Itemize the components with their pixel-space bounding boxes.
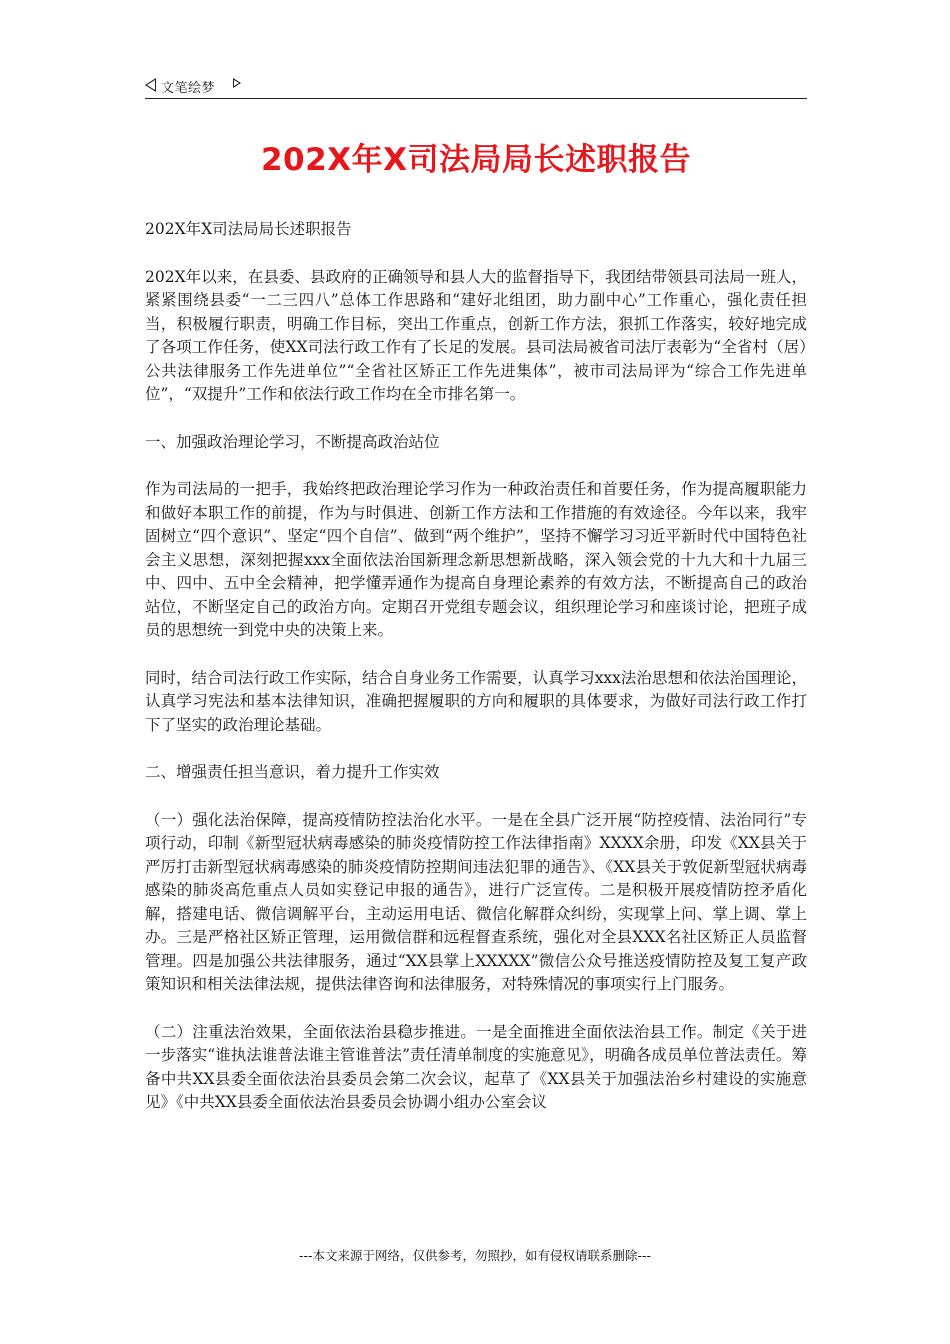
body-paragraph: 同时，结合司法行政工作实际，结合自身业务工作需要，认真学习xxx法治思想和依法治国理论，认真学习宪法和基本法律知识，准确把握履职的方向和履职的具体要求，为做好司法行政工作打下了坚实的政治理论基础。 — [145, 668, 807, 734]
triangle-right-icon — [233, 78, 241, 88]
triangle-left-icon — [145, 78, 156, 92]
header-brand: 文笔绘梦 — [161, 81, 216, 96]
body-paragraph: 作为司法局的一把手，我始终把政治理论学习作为一种政治责任和首要任务，作为提高履职能力和做好本职工作的前提，作为与时俱进、创新工作方法和工作措施的有效途径。今年以来，我牢固树立“四个意识”、坚定“四个自信”、做到“两个维护”，坚持不懈学习习近平新时代中国特色社会主义思想，深刻把握xxx全面依法治国新理念新思想新战略，深入领会党的十九大和十九届三中、四中、五中全会精神，把学懂弄通作为提高自身理论素养的有效方法，不断提高自己的政治站位，不断坚定自己的政治方向。定期召开党组专题会议，组织理论学习和座谈讨论，把班子成员的思想统一到党中央的决策上来。 — [145, 480, 807, 639]
section-heading-1: 一、加强政治理论学习，不断提高政治站位 — [145, 432, 440, 451]
page-header — [145, 76, 807, 99]
document-title: 202X年X司法局局长述职报告 — [260, 142, 691, 178]
section-heading-2: 二、增强责任担当意识，着力提升工作实效 — [145, 763, 440, 781]
copyright-notice: ---本文来源于网络，仅供参考，勿照抄，如有侵权请联系删除--- — [298, 1248, 652, 1263]
body-paragraph: （二）注重法治效果，全面依法治县稳步推进。一是全面推进全面依法治县工作。制定《关于进一步落实“谁执法谁普法谁主管谁普法”责任清单制度的实施意见》，明确各成员单位普法责任。筹备中共XX县委全面依法治县委员会第二次会议，起草了《XX县关于加强法治乡村建设的实施意见》《中共XX县委全面依法治县委员会协调小组办公室会议 — [145, 1022, 807, 1111]
body-paragraph: （一）强化法治保障，提高疫情防控法治化水平。一是在全县广泛开展“防控疫情、法治同行”专项行动，印制《新型冠状病毒感染的肺炎疫情防控工作法律指南》XXXX余册，印发《XX县关于严厉打击新型冠状病毒感染的肺炎疫情防控期间违法犯罪的通告》、《XX县关于敦促新型冠状病毒感染的肺炎高危重点人员如实登记申报的通告》，进行广泛宣传。二是积极开展疫情防控矛盾化解，搭建电话、微信调解平台，主动运用电话、微信化解群众纠纷，实现掌上问、掌上调、掌上办。三是严格社区矫正管理，运用微信群和远程督查系统，强化对全县XXX名社区矫正人员监督管理。四是加强公共法律服务，通过“XX县掌上XXXXX”微信公众号推送疫情防控及复工复产政策知识和相关法律法规，提供法律咨询和法律服务，对特殊情况的事项实行上门服务。 — [145, 810, 807, 993]
document-body — [145, 218, 807, 1139]
intro-paragraph: 202X年以来，在县委、县政府的正确领导和县人大的监督指导下，我团结带领县司法局一班人，紧紧围绕县委“一二三四八”总体工作思路和“建好北组团，助力副中心”工作重心，强化责任担当，积极履行职责，明确工作目标，突出工作重点，创新工作方法，狠抓工作落实，较好地完成了各项工作任务，使XX司法行政工作有了长足的发展。县司法局被省司法厅表彰为“全省村（居）公共法律服务工作先进单位”“全省社区矫正工作先进集体”，被市司法局评为“综合工作先进单位”，“双提升”工作和依法行政工作均在全市排名第一。 — [145, 267, 807, 403]
subtitle-paragraph: 202X年X司法局局长述职报告 — [145, 220, 352, 238]
